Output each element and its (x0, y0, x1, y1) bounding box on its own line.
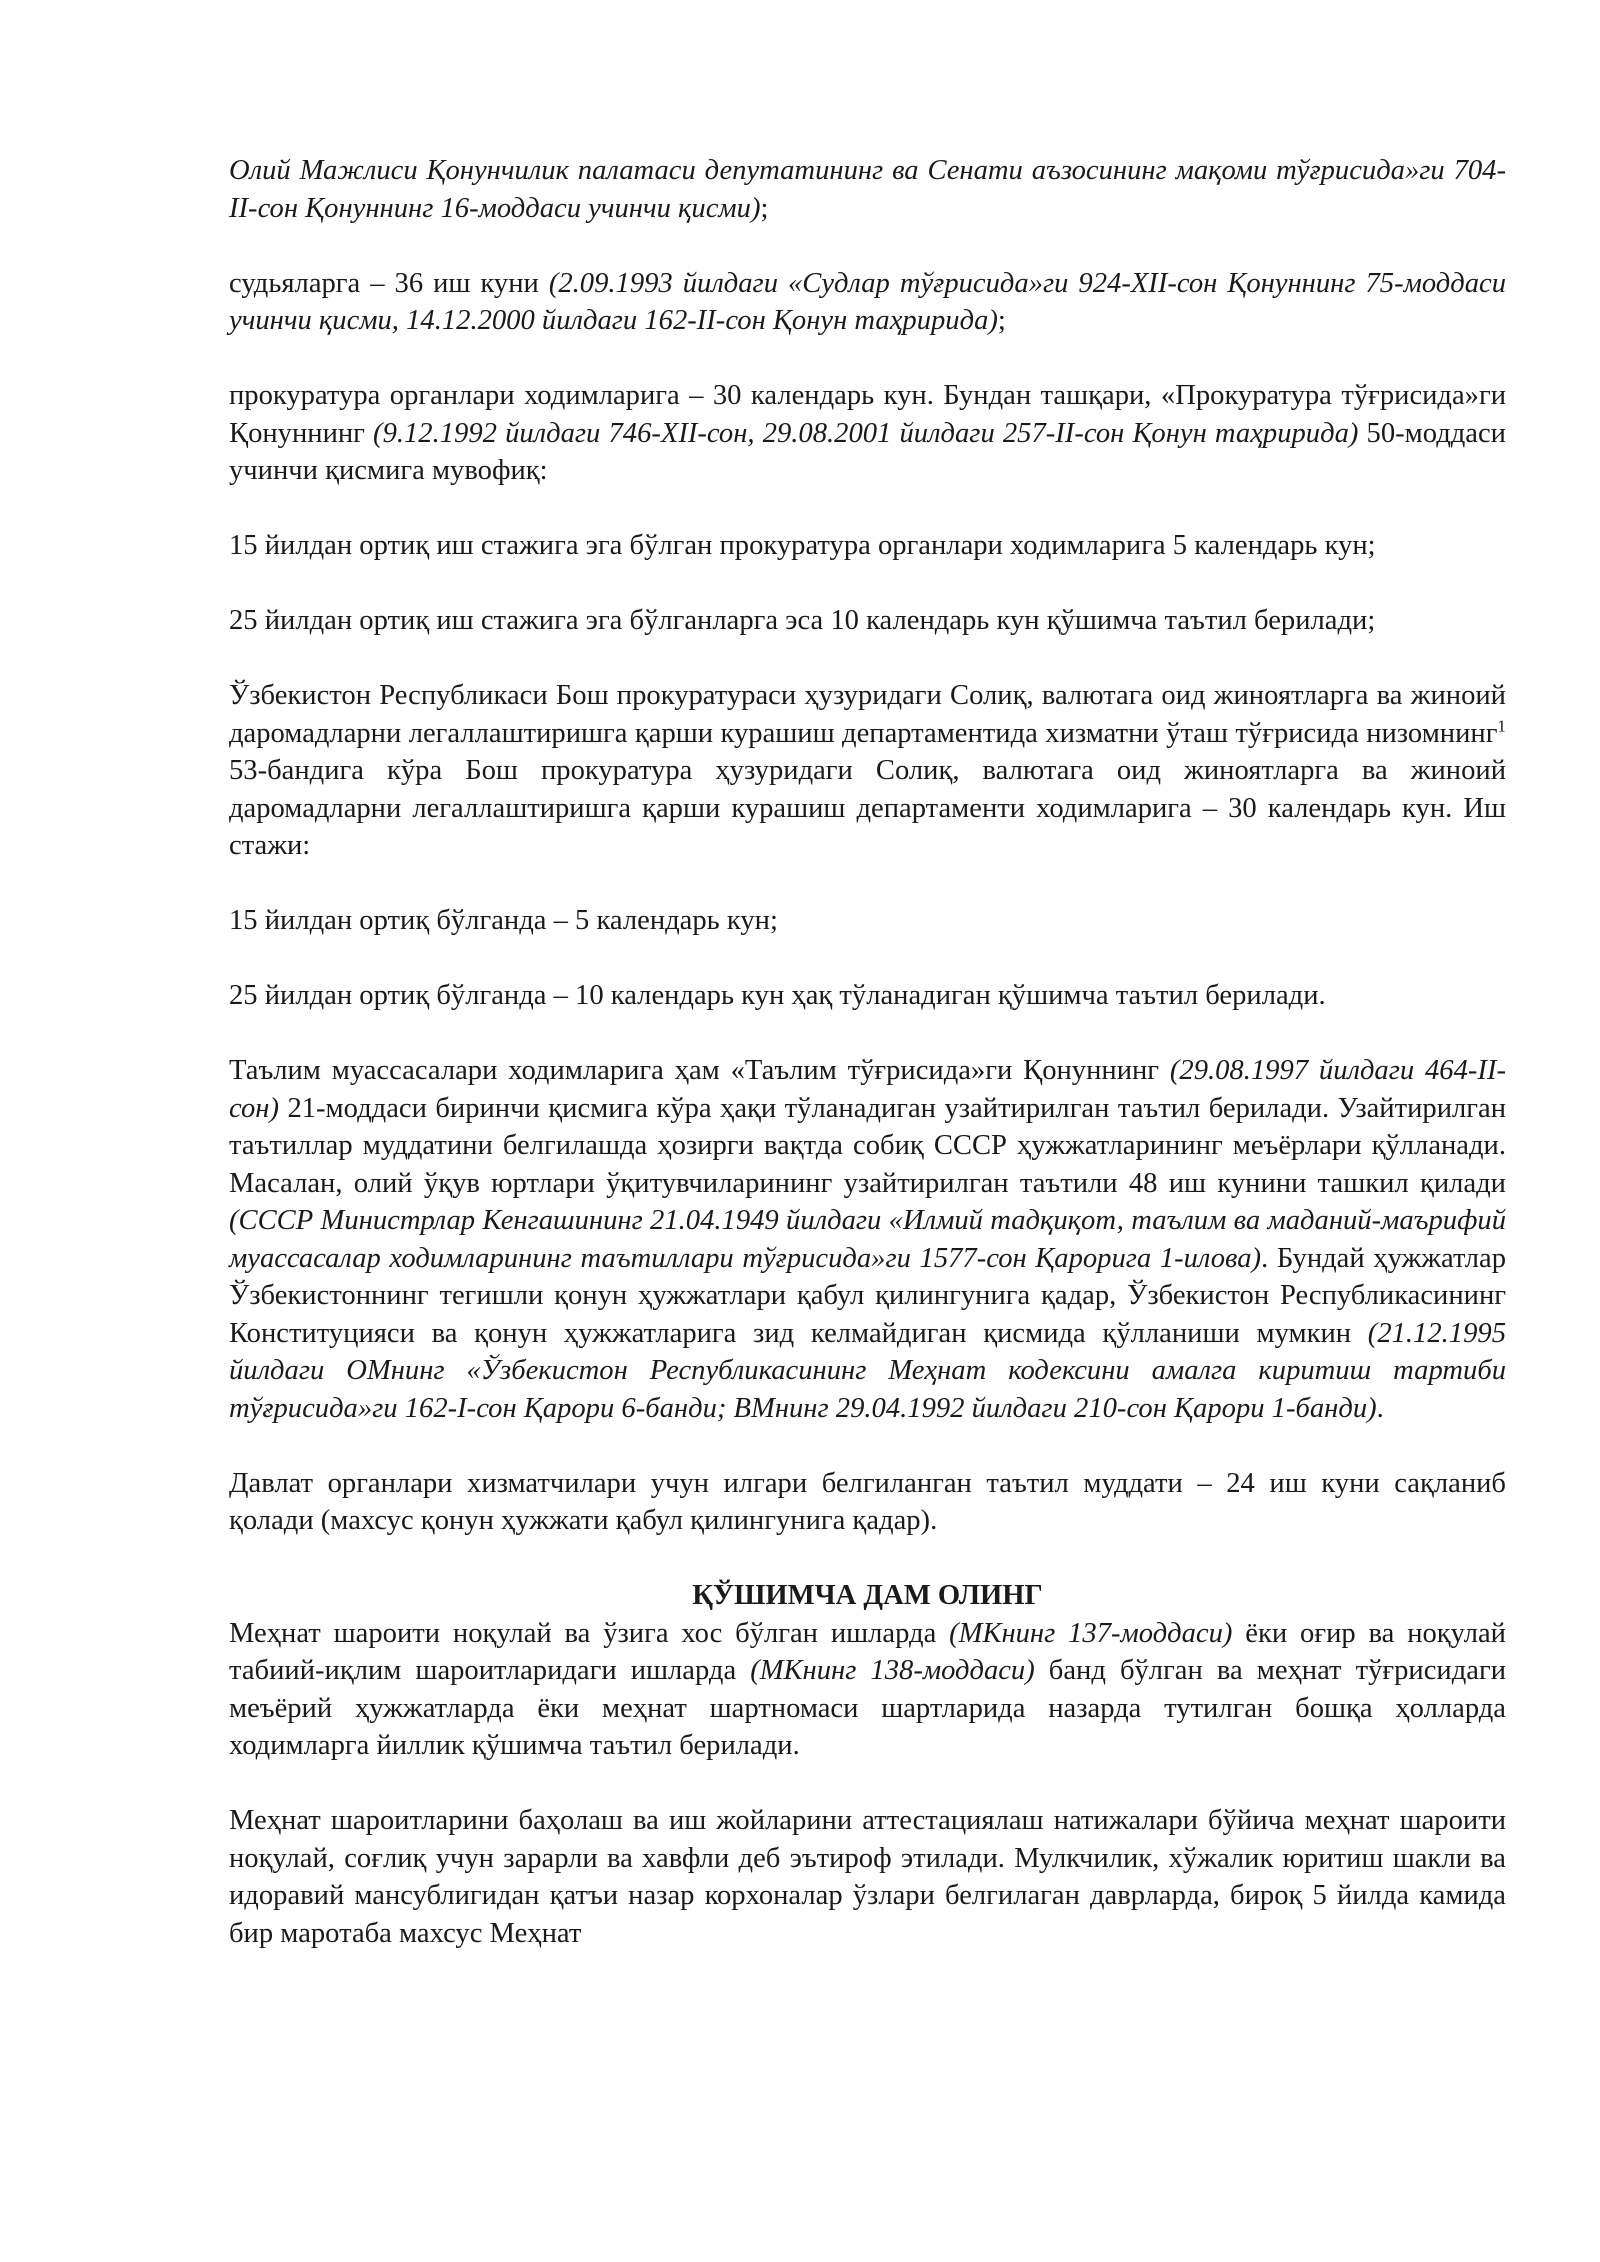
legal-citation: Олий Мажлиси Қонунчилик палатаси депутатининг ва Сенати аъзосининг мақоми тўғрисида»ги 704-II-сон Қонуннинг 16-моддаси учинчи қисми) (229, 155, 1506, 224)
paragraph-additional-leave (229, 1615, 1506, 1765)
paragraph-text: прокуратура органлари ходимларига – 30 календарь кун. Бундан ташқари, «Прокуратура тўғрисида»ги Қонуннинг (229, 380, 1506, 449)
paragraph-working-conditions: Меҳнат шароитларини баҳолаш ва иш жойларини аттестациялаш натижалари бўйича меҳнат шароити ноқулай, соғлиқ учун зарарли ва хавфли деб эътироф этилади. Мулкчилик, хўжалик юритиш шакли ва идоравий мансублигидан қатъи назар корхоналар ўзлари белгилаган даврларда, бироқ 5 йилда камида бир маротаба махсус Меҳнат (229, 1805, 1506, 1949)
paragraph-education (229, 1052, 1506, 1427)
paragraph-text: ёки оғир ва ноқулай табиий-иқлим шароитларидаги ишларда (229, 1617, 1506, 1686)
paragraph-text: 53-бандига кўра Бош прокуратура ҳузуридаги Солиқ, валютага оид жиноятларга ва жиноий даромадларни легаллаштиришга қарши курашиш департаменти ходимларига – 30 календарь кун. Иш стажи: (229, 755, 1506, 861)
paragraph-text: банд бўлган ва меҳнат тўғрисидаги меъёрий ҳужжатларда ёки меҳнат шартномаси шартларида назарда тутилган бошқа ҳолларда ходимларга йиллик қўшимча таътил берилади. (229, 1655, 1506, 1761)
paragraph-text: судьяларга – 36 иш куни (229, 267, 549, 299)
paragraph-text: 50-моддаси учинчи қисмига мувофиқ: (229, 417, 1506, 486)
legal-citation: (2.09.1993 йилдаги «Судлар тўғрисида»ги 924-XII-сон Қонуннинг 75-моддаси учинчи қисми, 14.12.2000 йилдаги 162-II-сон Қонун таҳририда) (229, 267, 1506, 336)
paragraph-25-years: 25 йилдан ортиқ бўлганда – 10 календарь кун ҳақ тўланадиган қўшимча таътил берилади. (229, 980, 1326, 1011)
paragraph-text: Меҳнат шароити ноқулай ва ўзига хос бўлган ишларда (229, 1617, 950, 1649)
paragraph-text: ; (997, 305, 1006, 336)
paragraph-judges (229, 265, 1506, 340)
paragraph-deputies-status (229, 152, 1506, 227)
legal-citation: (29.08.1997 йилдаги 464-II-сон) (229, 1055, 1506, 1124)
paragraph-text: ; (760, 192, 769, 224)
legal-citation: (9.12.1992 йилдаги 746-XII-сон, 29.08.2001 йилдаги 257-II-сон Қонун таҳририда) (373, 417, 1359, 449)
paragraph-15-years: 15 йилдан ортиқ бўлганда – 5 календарь кун; (229, 905, 778, 936)
paragraph-prosecutors (229, 377, 1506, 490)
paragraph-15-years-prosecutors: 15 йилдан ортиқ иш стажига эга бўлган прокуратура органлари ходимларига 5 календарь кун; (229, 530, 1376, 561)
paragraph-25-years-prosecutors: 25 йилдан ортиқ иш стажига эга бўлганларга эса 10 календарь кун қўшимча таътил берилади; (229, 605, 1376, 636)
legal-citation: (МКнинг 138-моддаси) (750, 1655, 1035, 1686)
paragraph-text: . Бундай ҳужжатлар Ўзбекистоннинг тегишли қонун ҳужжатлари қабул қилингунига қадар, Ўзбекистон Республикасининг Конституцияси ва қонун ҳужжатларига зид келмайдиган қисмида қўлланиши мумкин (229, 1242, 1506, 1349)
paragraph-tax-department (229, 677, 1506, 865)
legal-citation: (СССР Министрлар Кенгашининг 21.04.1949 йилдаги «Илмий тадқиқот, таълим ва маданий-маърифий муассасалар ходимларининг таътиллари тўғрисида»ги 1577-сон Қарорига 1-илова) (229, 1205, 1506, 1274)
legal-citation: (21.12.1995 йилдаги ОМнинг «Ўзбекистон Республикасининг Меҳнат кодексини амалга киритиш тартиби тўғрисида»ги 162-I-сон Қарори 6-банди; ВМнинг 29.04.1992 йилдаги 210-сон Қарори 1-банди) (229, 1317, 1506, 1424)
paragraph-text: 21-моддаси биринчи қисмига кўра ҳақи тўланадиган узайтирилган таътил берилади. Узайтирилган таътиллар муддатини белгилашда ҳозирги вақтда собиқ СССР ҳужжатларининг меъёрлари қўлланади. Масалан, олий ўқув юртлари ўқитувчиларининг узайтирилган таътили 48 иш кунини ташкил қилади (229, 1092, 1506, 1199)
paragraph-text: Ўзбекистон Республикаси Бош прокуратураси ҳузуридаги Солиқ, валютага оид жиноятларга ва жиноий даромадларни легаллаштиришга қарши курашиш департаментида хизматни ўташ тўғрисида низомнинг (229, 680, 1506, 749)
paragraph-text: Таълим муассасалари ходимларига ҳам «Таълим тўғрисида»ги Қонуннинг (229, 1055, 1170, 1086)
paragraph-civil-servants: Давлат органлари хизматчилари учун илгари белгиланган таътил муддати – 24 иш куни сақланиб қолади (махсус қонун ҳужжати қабул қилингунига қадар). (229, 1467, 1506, 1536)
footnote-marker: 1 (1497, 715, 1506, 735)
section-heading: ҚЎШИМЧА ДАМ ОЛИНГ (692, 1580, 1043, 1611)
legal-citation: (МКнинг 137-моддаси) (949, 1617, 1233, 1649)
paragraph-text: . (1376, 1392, 1384, 1424)
